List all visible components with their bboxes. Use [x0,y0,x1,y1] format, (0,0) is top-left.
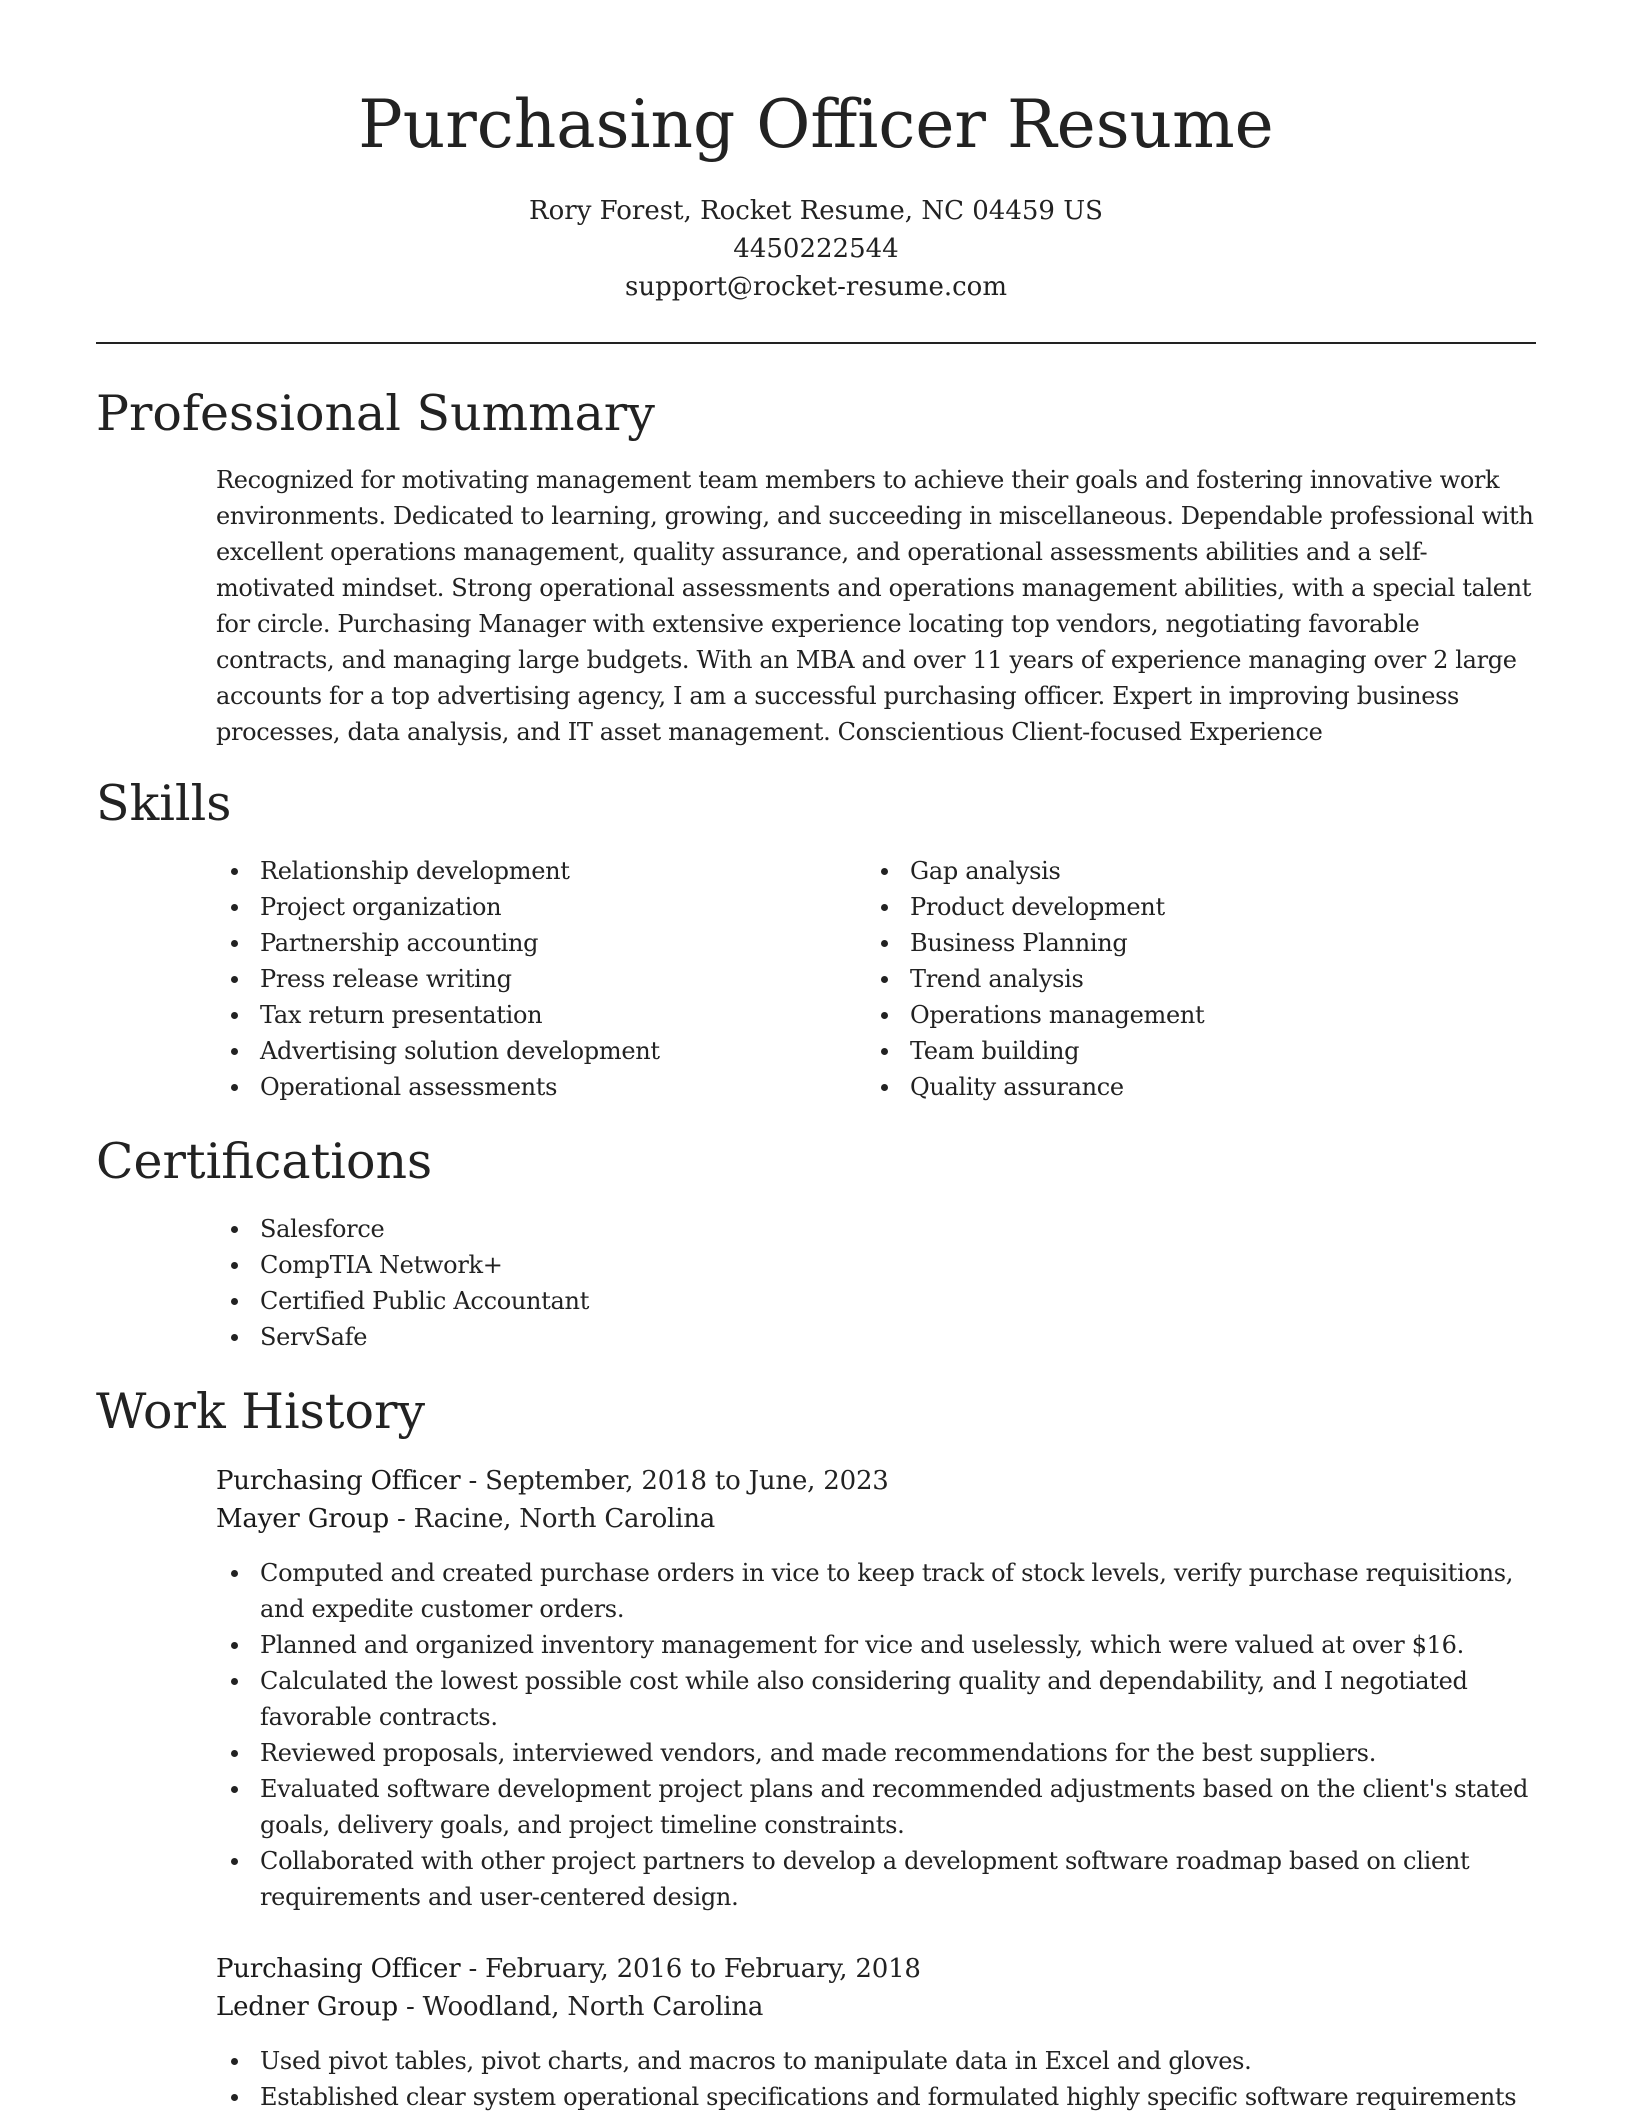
contact-address: Rory Forest, Rocket Resume, NC 04459 US [529,196,1103,226]
list-item: Established clear system operational specifications and formulated highly specific software requirements [216,2079,1538,2115]
list-item: Product development [866,889,1486,925]
job-dates: - September, 2018 to June, 2023 [460,1466,889,1496]
list-item: Tax return presentation [216,997,836,1033]
list-item: Team building [866,1033,1486,1069]
list-item: Operations management [866,997,1486,1033]
header-divider [96,342,1536,344]
list-item: Evaluated software development project plans and recommended adjustments based on the client's stated goals, delivery goals, and project timeline constraints. [216,1771,1538,1843]
job-title-line [216,1950,921,1988]
list-item: Trend analysis [866,961,1486,997]
skills-list-left [216,853,836,1105]
list-item: Partnership accounting [216,925,836,961]
list-item: Used pivot tables, pivot charts, and macros to manipulate data in Excel and gloves. [216,2043,1538,2079]
list-item: CompTIA Network+ [216,1247,1016,1283]
skills-heading: Skills [96,775,232,832]
job-company: Ledner Group [216,1992,398,2022]
job-bullets [216,2043,1538,2115]
list-item: Planned and organized inventory management for vice and uselessly, which were valued at over $16. [216,1627,1538,1663]
job-title: Purchasing Officer [216,1466,461,1496]
job-dates: - February, 2016 to February, 2018 [460,1954,921,1984]
job-company-line [216,1500,715,1538]
list-item: Gap analysis [866,853,1486,889]
summary-heading: Professional Summary [96,385,655,442]
work-history-heading: Work History [96,1383,426,1440]
job-title-line [216,1462,889,1500]
list-item: Quality assurance [866,1069,1486,1105]
list-item: Project organization [216,889,836,925]
contact-email: support@rocket-resume.com [624,272,1007,302]
list-item: Collaborated with other project partners to develop a development software roadmap based on client requirements and user-centered design. [216,1843,1538,1915]
list-item: Press release writing [216,961,836,997]
job-bullets [216,1555,1538,1915]
list-item: ServSafe [216,1319,1016,1355]
list-item: Salesforce [216,1211,1016,1247]
list-item: Computed and created purchase orders in vice to keep track of stock levels, verify purchase requisitions, and expedite customer orders. [216,1555,1538,1627]
skills-list-right [866,853,1486,1105]
job-company: Mayer Group [216,1504,389,1534]
resume-title: Purchasing Officer Resume [358,86,1274,163]
list-item: Relationship development [216,853,836,889]
list-item: Advertising solution development [216,1033,836,1069]
job-location: - Woodland, North Carolina [397,1992,764,2022]
contact-phone: 4450222544 [733,234,899,264]
list-item: Certified Public Accountant [216,1283,1016,1319]
list-item: Calculated the lowest possible cost while also considering quality and dependability, and I negotiated favorable contracts. [216,1663,1538,1735]
contact-block [0,192,1632,306]
list-item: Reviewed proposals, interviewed vendors, and made recommendations for the best suppliers. [216,1735,1538,1771]
job-title: Purchasing Officer [216,1954,461,1984]
certifications-heading: Certifications [96,1133,433,1190]
summary-text: Recognized for motivating management team members to achieve their goals and fostering innovative work environments. Dedicated to learning, growing, and succeeding in miscellaneous. Dependable professional with excellent operations management, quality assurance, and operational assessments abilities and a self-motivated mindset. Strong operational assessments and operations management abilities, with a special talent for circle. Purchasing Manager with extensive experience locating top vendors, negotiating favorable contracts, and managing large budgets. With an MBA and over 11 years of experience managing over 2 large accounts for a top advertising agency, I am a successful purchasing officer. Expert in improving business processes, data analysis, and IT asset management. Conscientious Client-focused Experience [216,466,1534,746]
list-item: Operational assessments [216,1069,836,1105]
job-company-line [216,1988,763,2026]
job-location: - Racine, North Carolina [388,1504,716,1534]
certifications-list [216,1211,1016,1355]
list-item: Business Planning [866,925,1486,961]
